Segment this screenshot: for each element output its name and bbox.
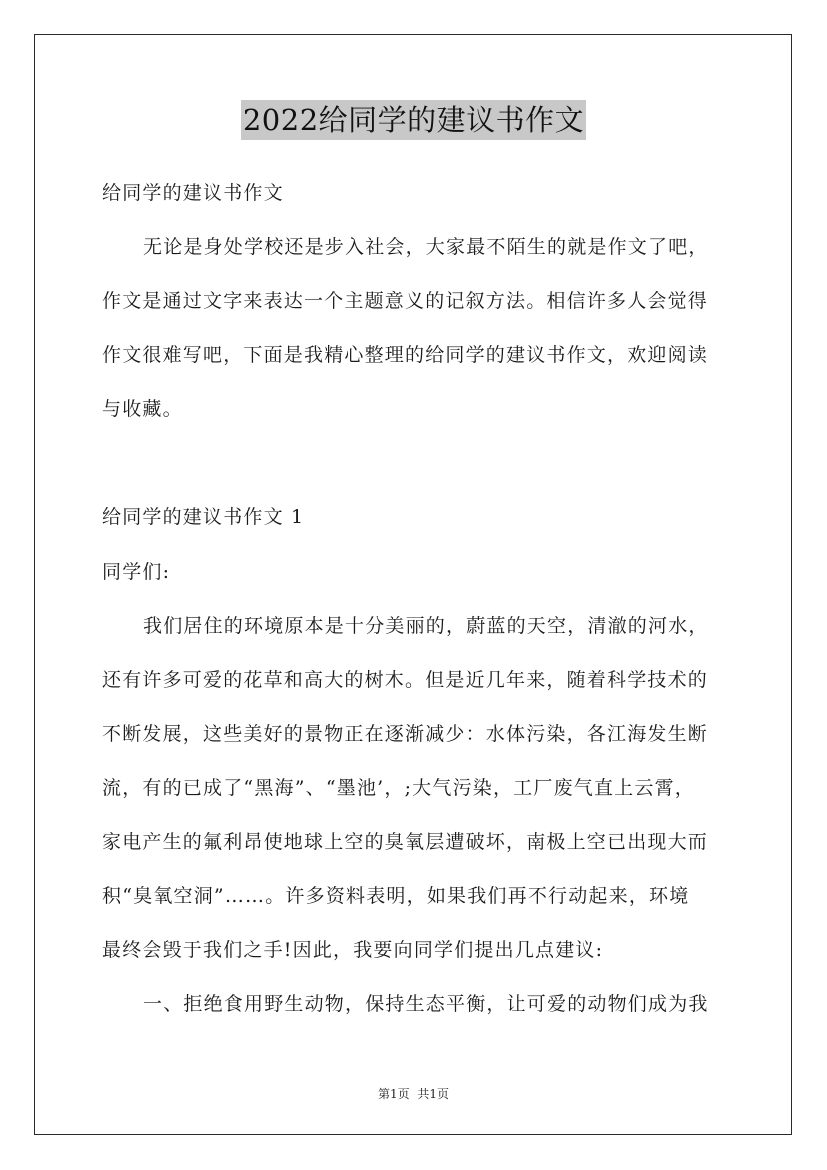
page-total: 共1页 <box>417 1087 450 1101</box>
document-subtitle: 给同学的建议书作文 <box>102 182 284 204</box>
section-heading: 给同学的建议书作文 1 <box>102 506 305 528</box>
body-line-5: 家电产生的氟利昂使地球上空的臭氧层遭破坏，南极上空已出现大而 <box>102 831 709 853</box>
document-title: 2022给同学的建议书作文 <box>241 100 586 140</box>
page-number: 第1页 <box>377 1087 410 1101</box>
body-line-7: 最终会毁于我们之手!因此，我要向同学们提出几点建议: <box>102 939 604 961</box>
body-line-2: 还有许多可爱的花草和高大的树木。但是近几年来，随着科学技术的 <box>102 669 709 691</box>
proposal-line-1: 一、拒绝食用野生动物，保持生态平衡，让可爱的动物们成为我 <box>143 993 709 1015</box>
body-line-4: 流，有的已成了“黑海”、“墨池’，;大气污染，工厂废气直上云霄， <box>102 777 695 799</box>
body-line-6: 积“臭氧空洞”……。许多资料表明，如果我们再不行动起来，环境 <box>102 885 690 907</box>
page-footer <box>0 1086 827 1102</box>
intro-line-4: 与收藏。 <box>102 398 183 420</box>
body-line-1: 我们居住的环境原本是十分美丽的，蔚蓝的天空，清澈的河水， <box>143 615 709 637</box>
intro-line-3: 作文很难写吧，下面是我精心整理的给同学的建议书作文，欢迎阅读 <box>102 344 709 366</box>
intro-line-2: 作文是通过文字来表达一个主题意义的记叙方法。相信许多人会觉得 <box>102 290 709 312</box>
title-container <box>0 100 827 140</box>
body-line-3: 不断发展，这些美好的景物正在逐渐减少：水体污染，各江海发生断 <box>102 723 709 745</box>
intro-line-1: 无论是身处学校还是步入社会，大家最不陌生的就是作文了吧， <box>143 236 709 258</box>
salutation: 同学们: <box>102 561 171 583</box>
